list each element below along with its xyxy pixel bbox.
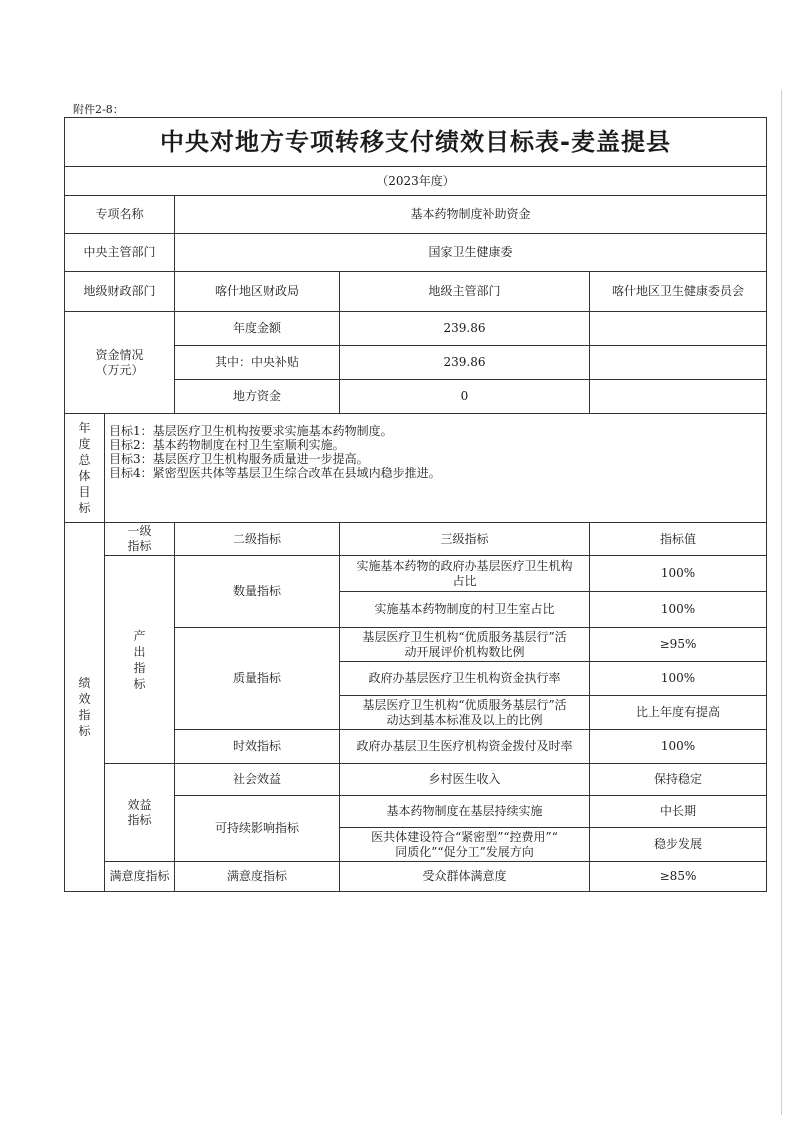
indicator-name: 实施基本药物制度的村卫生室占比 <box>340 592 590 628</box>
annual-goals-content <box>105 414 767 523</box>
indicator-value: 稳步发展 <box>590 828 767 862</box>
header-level3: 三级指标 <box>340 523 590 556</box>
funds-row-empty <box>590 346 767 380</box>
funds-row-label: 地方资金 <box>175 380 340 414</box>
satisfaction-level1-label: 满意度指标 <box>105 862 175 892</box>
funds-row-empty <box>590 312 767 346</box>
project-name-label: 专项名称 <box>65 196 175 234</box>
funds-row-label: 年度金额 <box>175 312 340 346</box>
header-level1: 一级 指标 <box>105 523 175 556</box>
indicator-name: 基层医疗卫生机构“优质服务基层行”活 动达到基本标准及以上的比例 <box>340 696 590 730</box>
indicator-name: 政府办基层卫生医疗机构资金拨付及时率 <box>340 730 590 764</box>
indicator-value: ≥95% <box>590 628 767 662</box>
header-value: 指标值 <box>590 523 767 556</box>
indicator-name: 乡村医生收入 <box>340 764 590 796</box>
attachment-label: 附件2-8： <box>73 103 124 116</box>
indicator-name: 基本药物制度在基层持续实施 <box>340 796 590 828</box>
indicator-value: 中长期 <box>590 796 767 828</box>
indicator-value: ≥85% <box>590 862 767 892</box>
indicator-name: 实施基本药物的政府办基层医疗卫生机构 占比 <box>340 556 590 592</box>
sustainability-indicator-label: 可持续影响指标 <box>175 796 340 862</box>
funds-label-line1: 资金情况 <box>95 347 144 362</box>
goal-item: 目标1：基层医疗卫生机构按要求实施基本药物制度。 <box>109 424 393 438</box>
quality-indicator-label: 质量指标 <box>175 628 340 730</box>
funds-row-value: 0 <box>340 380 590 414</box>
indicator-value: 100% <box>590 730 767 764</box>
local-dept-label: 地级主管部门 <box>340 272 590 312</box>
timeliness-indicator-label: 时效指标 <box>175 730 340 764</box>
funds-row-value: 239.86 <box>340 312 590 346</box>
indicator-value: 比上年度有提高 <box>590 696 767 730</box>
central-dept-label: 中央主管部门 <box>65 234 175 272</box>
local-finance-label: 地级财政部门 <box>65 272 175 312</box>
local-finance-value: 喀什地区财政局 <box>175 272 340 312</box>
central-dept-value: 国家卫生健康委 <box>175 234 767 272</box>
goal-item: 目标4：紧密型医共体等基层卫生综合改革在县域内稳步推进。 <box>109 466 441 480</box>
benefit-indicators-label: 效益 指标 <box>105 764 175 862</box>
indicator-value: 100% <box>590 556 767 592</box>
performance-target-table <box>64 117 767 892</box>
indicator-name: 基层医疗卫生机构“优质服务基层行”活 动开展评价机构数比例 <box>340 628 590 662</box>
indicator-value: 保持稳定 <box>590 764 767 796</box>
header-level2: 二级指标 <box>175 523 340 556</box>
indicator-value: 100% <box>590 592 767 628</box>
funds-label-line2: （万元） <box>95 362 144 377</box>
page-edge-line <box>781 90 782 1115</box>
indicator-name: 受众群体满意度 <box>340 862 590 892</box>
quantity-indicator-label: 数量指标 <box>175 556 340 628</box>
local-dept-value: 喀什地区卫生健康委员会 <box>590 272 767 312</box>
project-name-value: 基本药物制度补助资金 <box>175 196 767 234</box>
goal-item: 目标2：基本药物制度在村卫生室顺利实施。 <box>109 438 345 452</box>
indicator-name: 政府办基层医疗卫生机构资金执行率 <box>340 662 590 696</box>
annual-goals-label: 年 度 总 体 目 标 <box>65 414 105 523</box>
funds-row-value: 239.86 <box>340 346 590 380</box>
funds-row-label: 其中：中央补贴 <box>175 346 340 380</box>
output-indicators-label: 产 出 指 标 <box>105 556 175 764</box>
performance-table-frame <box>64 117 766 892</box>
year-label: （2023年度） <box>65 167 767 196</box>
funds-label <box>65 312 175 414</box>
indicator-name: 医共体建设符合“紧密型”“控费用”“ 同质化”“促分工”发展方向 <box>340 828 590 862</box>
goal-item: 目标3：基层医疗卫生机构服务质量进一步提高。 <box>109 452 369 466</box>
funds-row-empty <box>590 380 767 414</box>
indicator-value: 100% <box>590 662 767 696</box>
performance-indicators-label: 绩 效 指 标 <box>65 523 105 892</box>
satisfaction-level2-label: 满意度指标 <box>175 862 340 892</box>
table-title: 中央对地方专项转移支付绩效目标表-麦盖提县 <box>65 118 767 167</box>
social-benefit-label: 社会效益 <box>175 764 340 796</box>
